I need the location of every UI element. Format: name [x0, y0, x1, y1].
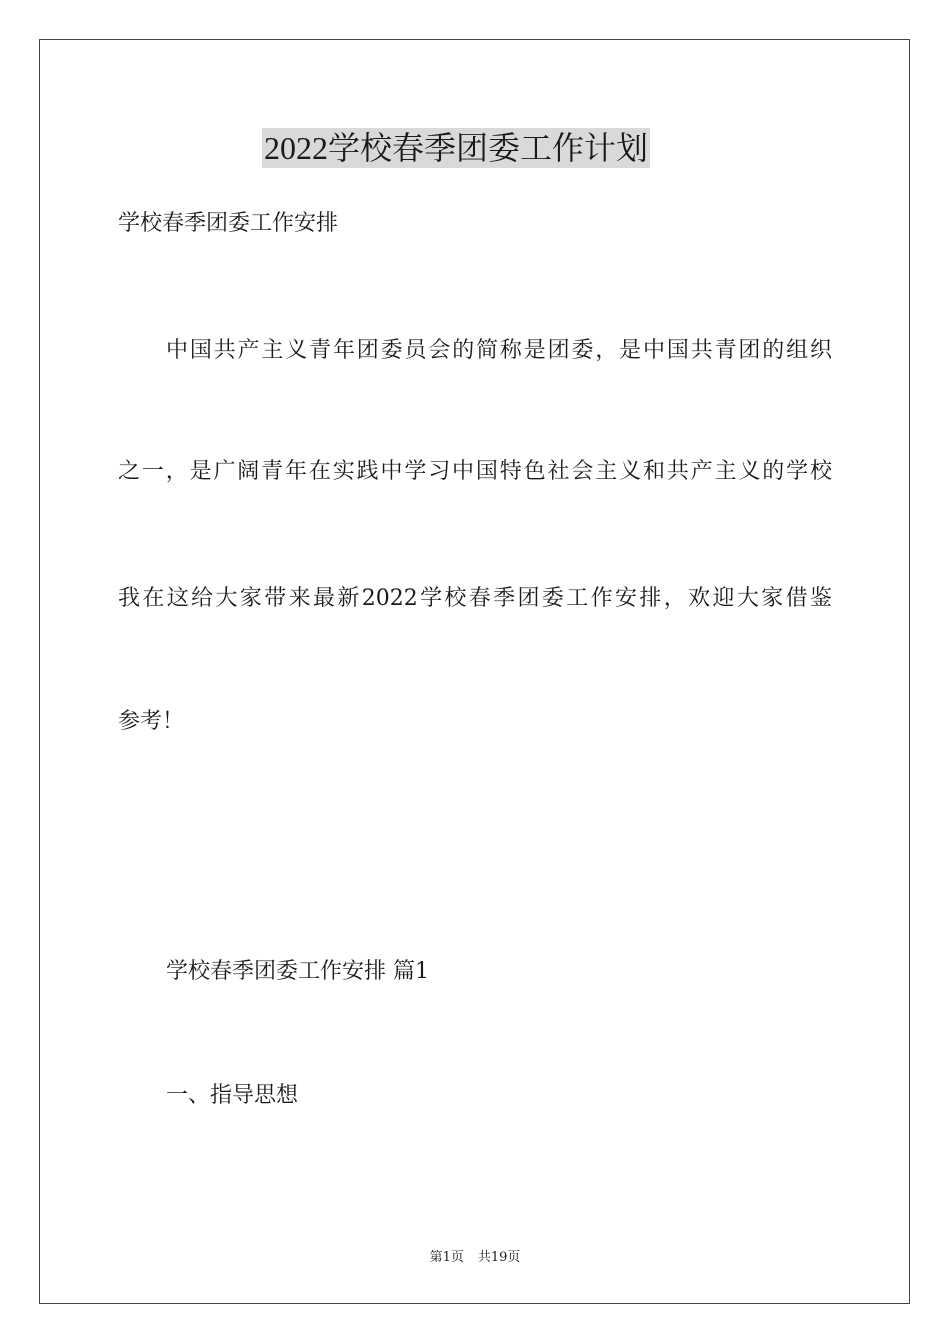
- section-heading: 学校春季团委工作安排 篇1: [166, 959, 429, 984]
- paragraph-line-4: 参考！: [118, 709, 185, 734]
- document-subtitle: 学校春季团委工作安排: [118, 211, 339, 236]
- page-number: 第1页: [429, 1250, 464, 1265]
- paragraph-line-2: 之一，是广阔青年在实践中学习中国特色社会主义和共产主义的学校: [118, 459, 832, 484]
- page-total: 共19页: [477, 1250, 521, 1265]
- paragraph-line-1: 中国共产主义青年团委员会的简称是团委，是中国共青团的组织: [166, 338, 832, 363]
- page-footer: [0, 1249, 950, 1267]
- subsection-heading: 一、指导思想: [166, 1083, 299, 1108]
- paragraph-line-3: 我在这给大家带来最新2022学校春季团委工作安排，欢迎大家借鉴: [118, 586, 832, 611]
- document-title: 2022学校春季团委工作计划: [264, 130, 649, 166]
